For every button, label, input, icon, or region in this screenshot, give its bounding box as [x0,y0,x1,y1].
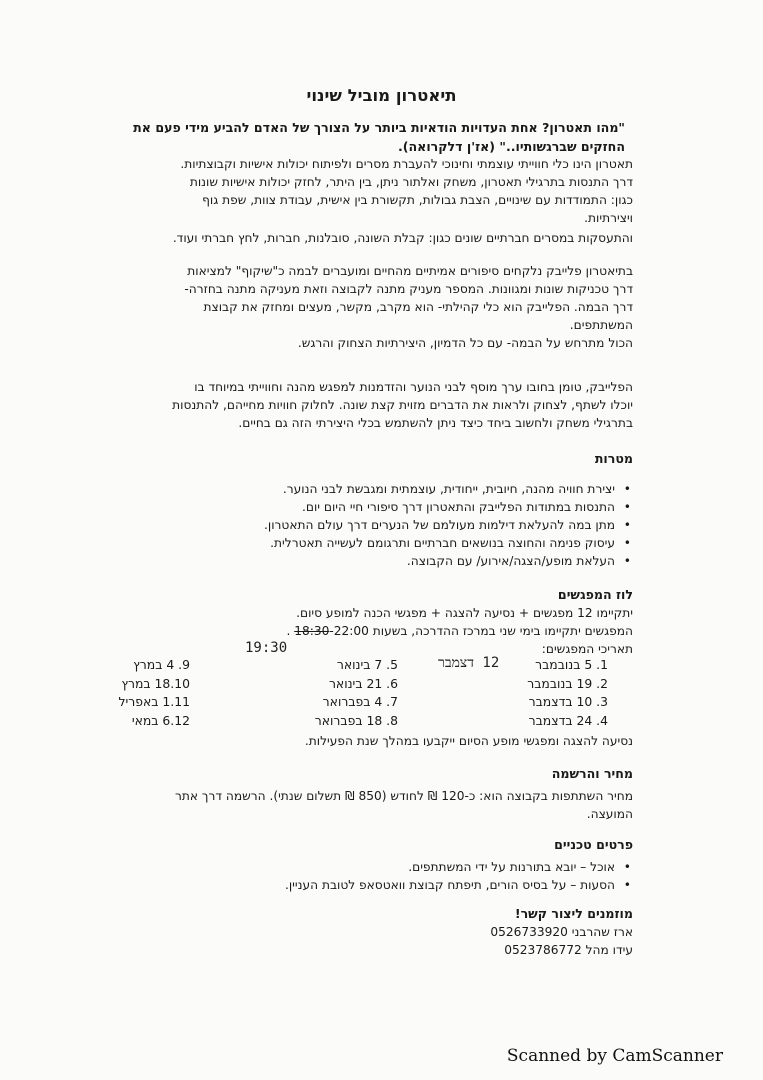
date-item: 6. 21 בינואר [328,675,398,691]
text-line: הכול מתרחש על הבמה- עם כל הדמיון, היצירתיות הצחוק והרגש. [297,336,633,350]
date-item: 4. 24 בדצמבר [528,712,608,728]
text-line: המועצה. [586,807,633,821]
handwritten-date: 12 דצמבר [438,655,500,671]
list-item: • יצירת חוויה מהנה, חיובית, ייחודית, עוצמתית ומגבשת לבני הנוער. [103,480,615,498]
text-line: תאטרון הינו כלי חווייתי עוצמתי וחינוכי להעברת מסרים ולפיתוח יכולות אישיות וקבוצתיות. [180,157,633,171]
goals-heading: מטרות [594,451,633,466]
goals-section [103,450,633,570]
quote-line: "מהו תאטרון? אחת העדויות הודאיות ביותר על הצורך של האדם להביע מידי פעם את [133,120,625,135]
value-paragraph [103,378,633,432]
contact-heading: מוזמנים ליצור קשר! [514,906,633,921]
text-line: והתעסקות במסרים חברתיים שונים כגון: קבלת השונה, סובלנות, חברות, לחץ חברתי ועוד. [172,231,633,245]
struck-time: 18:30 [294,624,330,638]
date-item: 1. 5 בנובמבר [535,657,608,672]
text-line: יתקיימו 12 מפגשים + נסיעה להצגה + מפגשי הכנה למופע סיום. [296,606,633,620]
text-line: המשתתפים. [569,318,633,332]
dates-column-2 [288,656,398,730]
text-line: מחיר השתתפות בקבוצה הוא: כ-120 ₪ לחודש (850 ₪ תשלום שנתי). הרשמה דרך אתר [175,789,633,803]
list-item: • הסעות – על בסיס הורים, תיפתח קבוצת וואטסאפ לטובת העניין. [103,876,615,894]
text-line: נסיעה להצגה ומפגשי מופע הסיום ייקבעו במהלך שנת הפעילות. [304,734,633,748]
date-item: 1.11 באפריל [118,694,190,709]
quote-line: החזקים שברגשותיו.." (אז'ן דלקרואה). [397,139,625,154]
price-section [103,765,633,823]
list-item: • מתן במה להעלאת דילמות מעולמם של הנערים דרך עולם התאטרון. [103,516,615,534]
hours-label: המפגשים יתקיימו בימי שני במרכז ההדרכה, בשעות [368,624,633,638]
dates-column-3 [100,656,190,730]
playback-paragraph [103,262,633,352]
price-heading: מחיר והרשמה [551,766,633,781]
date-item: 5. 7 בינואר [336,657,398,672]
date-item: 3. 10 בדצמבר [528,694,608,709]
contact-line: עידו מהל 0523786772 [504,943,633,957]
list-item: • אוכל – יובא בתורנות על ידי המשתתפים. [103,858,615,876]
tech-heading: פרטים טכניים [554,837,633,852]
text-line: דרך הבמה. הפלייבק הוא כלי קהילתי- הוא מקרב, מקשר, מעצים ומחזק את קבוצת [203,300,633,314]
date-item: 7. 4 בפברואר [322,694,398,709]
schedule-section [103,586,633,658]
text-line: בתיאטרון פלייבק נלקחים סיפורים אמיתיים מהחיים ומועברים לבמה כ"שיקוף" למציאות [187,264,633,278]
date-item: 18.10 במרץ [121,675,190,691]
text-line: כגון: התמודדות עם שינויים, הצבת גבולות, תקשורת בין אישית, עבודת צוות, שפת גוף [202,193,633,207]
schedule-heading: לוז המפגשים [557,587,633,602]
schedule-hours [103,622,633,640]
contact-section [103,905,633,959]
text-line: יוכלו לשתף, לצחוק ולראות את הדברים מזוית קצת שונה. לחלוק חוויות מחייהם, להתנסות [172,398,633,412]
list-item: • התנסות במתודות הפלייבק והתאטרון דרך סיפורי חיי היום יום. [103,498,615,516]
text-line: הפלייבק, טומן בחובו ערך מוסף לבני הנוער והזדמנות למפגש מהנה וחווייתי במיוחד בו [194,380,633,394]
dates-column-1 [498,656,608,730]
date-item: 9. 4 במרץ [133,657,190,672]
date-item: 8. 18 בפברואר [314,712,398,728]
date-item: 6.12 במאי [131,712,190,728]
list-item: • העלאת מופע/הצגה/אירוע/ עם הקבוצה. [103,552,615,570]
handwritten-time: 19:30 [245,640,288,656]
list-item: • עיסוק פנימה והחוצה בנושאים חברתיים ותרגומם לעשייה תאטרלית. [103,534,615,552]
text-line: ויצירתיות. [584,211,633,225]
opening-quote [105,118,625,156]
text-line: דרך התנסות בתרגילי תאטרון, משחק ואלתור ניתן, בין היתר, לחזק יכולות אישיות שונות [189,175,633,189]
text-line: דרך טכניקות שונות ומגוונות. המספר מעניק מתנה לקבוצה וזאת מעניקה מתנה בחזרה- [184,282,633,296]
contact-line: ארז שהרבני 0526733920 [490,925,633,939]
intro-paragraph [103,155,633,247]
end-time: -22:00 . [286,624,369,638]
schedule-note [103,732,633,750]
tech-list [103,858,633,894]
page-title: תיאטרון מוביל שינוי [306,86,457,105]
text-line: בתרגילי משחק ולחשוב ביחד כיצד ניתן להשתמש בכלי היצירתי הזה גם בחיים. [238,416,633,430]
scanner-watermark: Scanned by CamScanner [506,1046,723,1066]
date-item: 2. 19 בנובמבר [527,675,608,691]
goals-list [103,480,633,570]
dates-label: תאריכי המפגשים: [541,642,633,656]
tech-section [103,836,633,894]
